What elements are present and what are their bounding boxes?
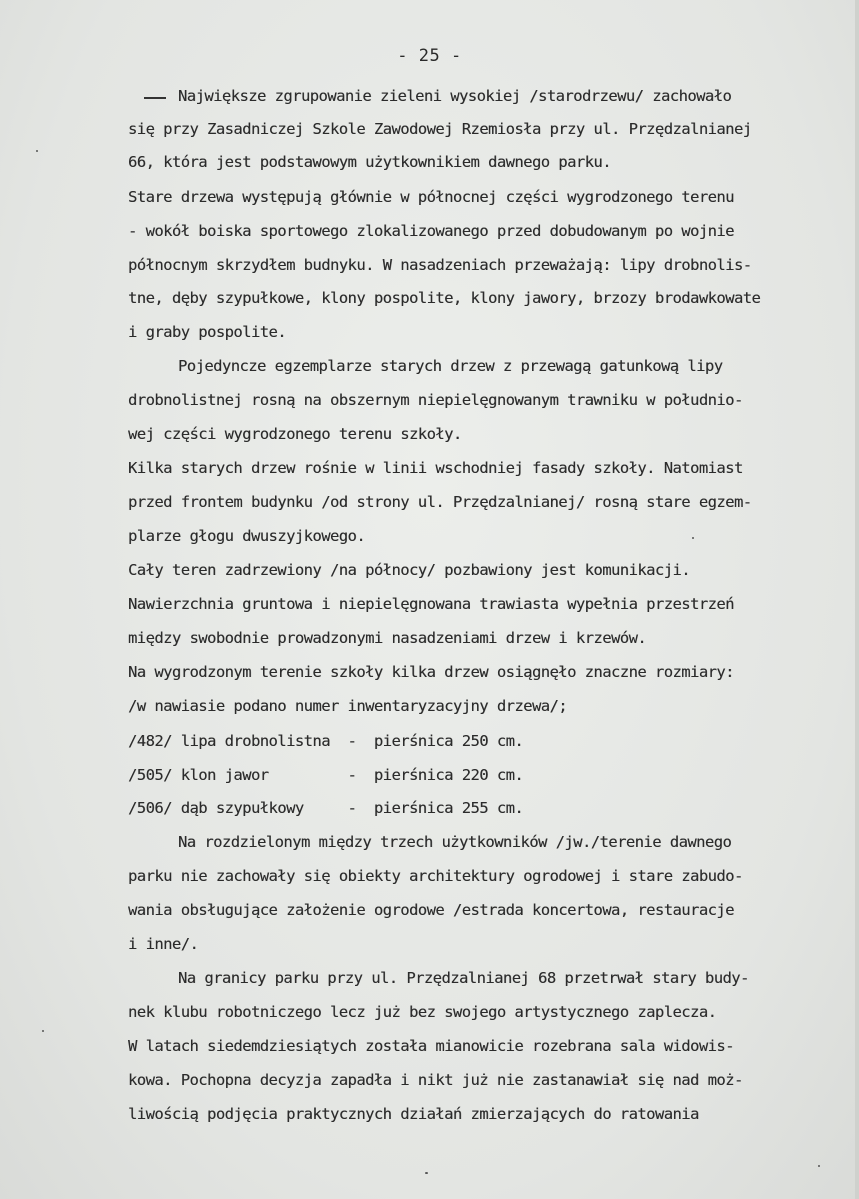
- paragraph-dash-mark: [144, 97, 166, 99]
- text-line: Największe zgrupowanie zieleni wysokiej /starodrzewu/ zachowało: [178, 87, 732, 105]
- text-line: parku nie zachowały się obiekty architektury ogrodowej i stare zabudo-: [128, 867, 743, 885]
- text-line: kowa. Pochopna decyzja zapadła i nikt już nie zastanawiał się nad moż-: [128, 1071, 743, 1089]
- tree-entry-505: /505/ klon jawor - pierśnica 220 cm.: [128, 766, 524, 784]
- paper-speck: [36, 150, 38, 152]
- text-line: się przy Zasadniczej Szkole Zawodowej Rzemiosła przy ul. Przędzalnianej: [128, 120, 752, 138]
- text-line: plarze głogu dwuszyjkowego.: [128, 527, 366, 545]
- text-line: i inne/.: [128, 935, 199, 953]
- text-line: Na wygrodzonym terenie szkoły kilka drzew osiągnęło znaczne rozmiary:: [128, 663, 734, 681]
- tree-entry-482: /482/ lipa drobnolistna - pierśnica 250 cm.: [128, 732, 524, 750]
- text-line: liwością podjęcia praktycznych działań zmierzających do ratowania: [128, 1105, 699, 1123]
- text-line: drobnolistnej rosną na obszernym niepielęgnowanym trawniku w południo-: [128, 391, 743, 409]
- paper-speck: [42, 1030, 44, 1032]
- page-number: - 25 -: [397, 46, 462, 66]
- text-line: między swobodnie prowadzonymi nasadzeniami drzew i krzewów.: [128, 629, 647, 647]
- text-line: wej części wygrodzonego terenu szkoły.: [128, 425, 462, 443]
- tree-entry-506: /506/ dąb szypułkowy - pierśnica 255 cm.: [128, 799, 524, 817]
- text-line: Pojedyncze egzemplarze starych drzew z przewagą gatunkową lipy: [178, 357, 723, 375]
- text-line: i graby pospolite.: [128, 323, 287, 341]
- text-line: północnym skrzydłem budnyku. W nasadzeniach przeważają: lipy drobnolis-: [128, 256, 752, 274]
- text-line: /w nawiasie podano numer inwentaryzacyjny drzewa/;: [128, 697, 568, 715]
- text-line: Kilka starych drzew rośnie w linii wschodniej fasady szkoły. Natomiast: [128, 459, 743, 477]
- text-line: Stare drzewa występują głównie w północnej części wygrodzonego terenu: [128, 188, 734, 206]
- text-line: Na granicy parku przy ul. Przędzalnianej 68 przetrwał stary budy-: [178, 969, 749, 987]
- text-line: Cały teren zadrzewiony /na północy/ pozbawiony jest komunikacji.: [128, 561, 691, 579]
- text-line: tne, dęby szypułkowe, klony pospolite, klony jawory, brzozy brodawkowate: [128, 289, 761, 307]
- text-line: Na rozdzielonym między trzech użytkowników /jw./terenie dawnego: [178, 833, 732, 851]
- paper-speck: [692, 537, 694, 539]
- text-line: - wokół boiska sportowego zlokalizowanego przed dobudowanym po wojnie: [128, 222, 734, 240]
- text-line: wania obsługujące założenie ogrodowe /estrada koncertowa, restauracje: [128, 901, 734, 919]
- text-line: nek klubu robotniczego lecz już bez swojego artystycznego zaplecza.: [128, 1003, 717, 1021]
- paper-speck: [818, 1165, 820, 1167]
- text-line: 66, która jest podstawowym użytkownikiem dawnego parku.: [128, 153, 611, 171]
- text-line: W latach siedemdziesiątych została mianowicie rozebrana sala widowis-: [128, 1037, 734, 1055]
- text-line: Nawierzchnia gruntowa i niepielęgnowana trawiasta wypełnia przestrzeń: [128, 595, 734, 613]
- text-line: przed frontem budynku /od strony ul. Przędzalnianej/ rosną stare egzem-: [128, 493, 752, 511]
- page-edge: [855, 0, 859, 1199]
- paper-speck: [425, 1172, 428, 1174]
